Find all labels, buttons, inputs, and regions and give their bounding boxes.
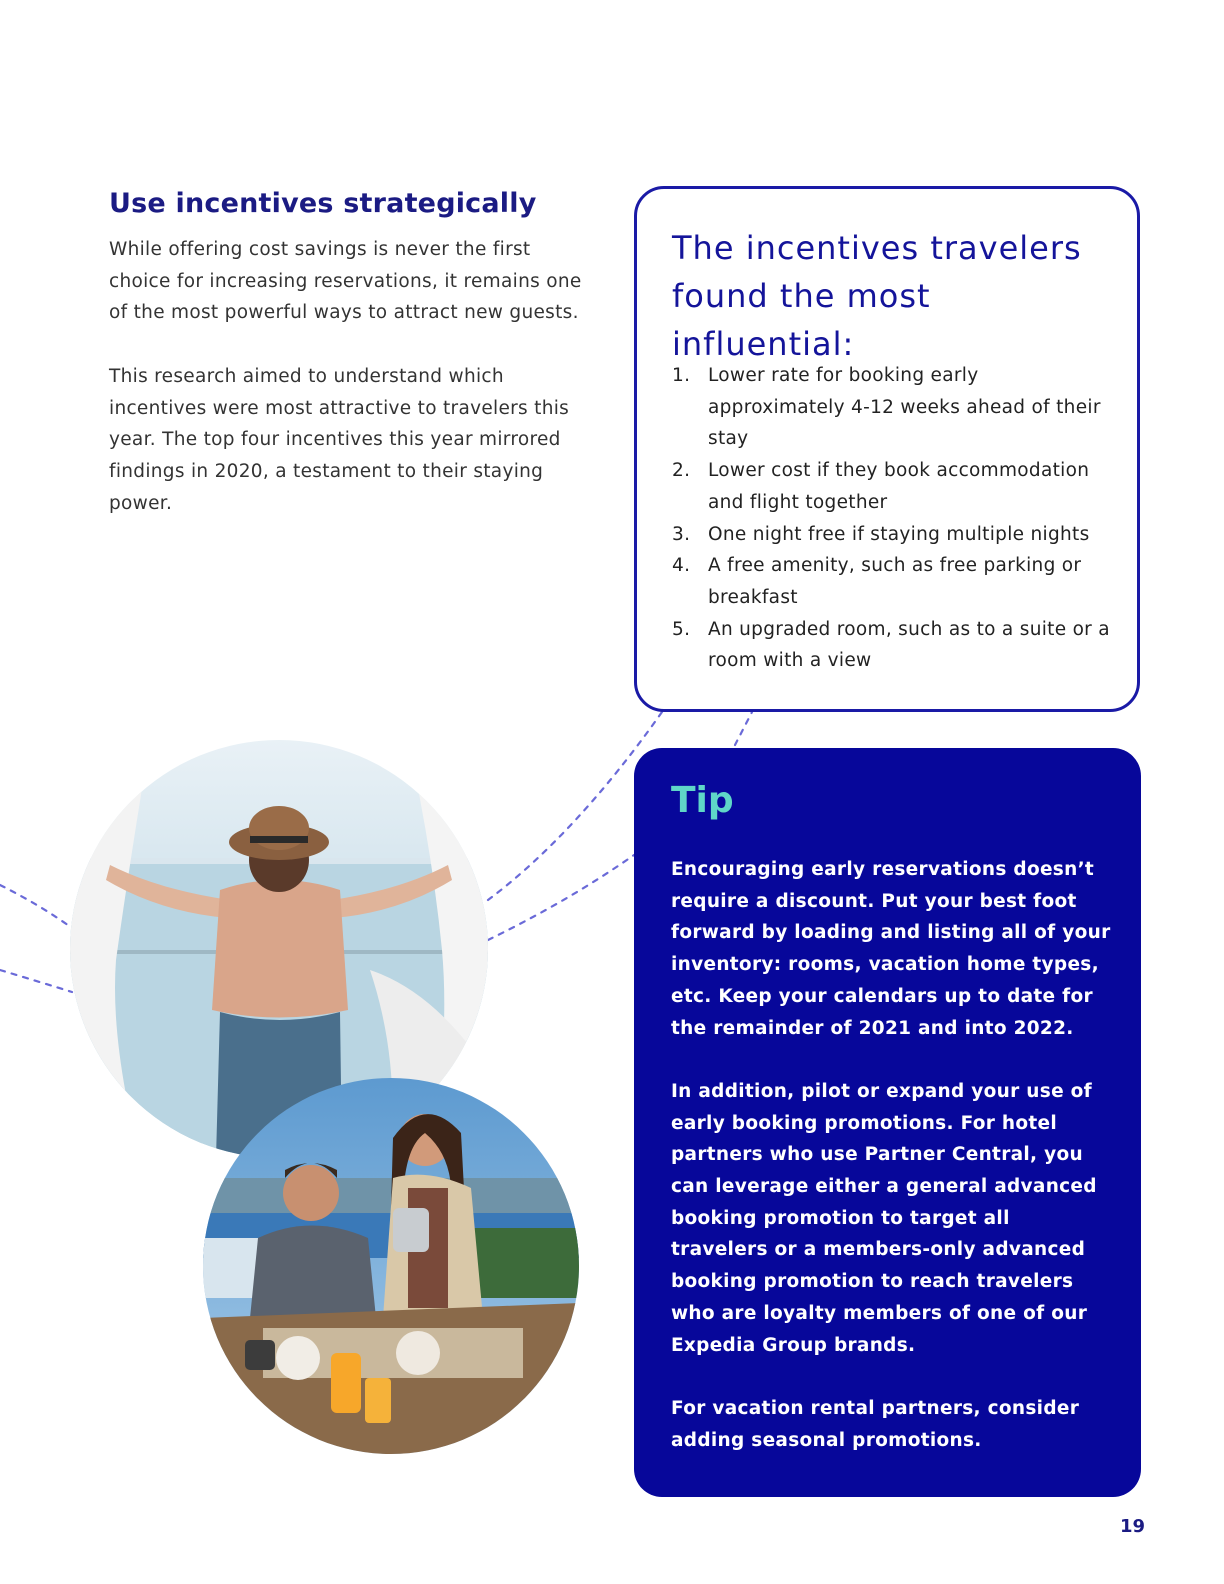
research-paragraph: This research aimed to understand which incentives were most attractive to travelers this year. The top four incentives this year mirrored findings in 2020, a testament to their staying power. [109,365,570,514]
section-heading: Use incentives strategically [109,188,537,219]
page-number: 19 [1120,1516,1146,1537]
tip-paragraph: In addition, pilot or expand your use of early booking promotions. For hotel partners who use Partner Central, you can leverage either a general advanced booking promotion to target all travelers or a members-only advanced booking promotion to reach travelers who are loyalty members of one of our Expedia Group brands. [671,1080,1097,1356]
list-item-text: An upgraded room, such as to a suite or a room with a view [708,618,1110,672]
couple-breakfast-photo [203,1078,579,1454]
tip-body [671,854,1111,1456]
list-item-text: Lower rate for booking early approximately 4-12 weeks ahead of their stay [708,365,1101,450]
tip-paragraph: Encouraging early reservations doesn’t require a discount. Put your best foot forward by loading and listing all of your inventory: rooms, vacation home types, etc. Keep your calendars up to date for the remainder of 2021 and into 2022. [671,859,1111,1039]
intro-paragraph: While offering cost savings is never the first choice for increasing reservations, it remains one of the most powerful ways to attract new guests. [109,239,582,324]
list-item [672,519,1112,551]
list-item-text: One night free if staying multiple nights [708,523,1090,545]
list-item [672,455,1112,518]
incentives-list [672,360,1112,677]
list-item-text: A free amenity, such as free parking or breakfast [708,555,1082,608]
incentives-title: The incentives travelers found the most influential: [672,229,1082,363]
tip-title: Tip [671,780,734,821]
list-item [672,614,1112,677]
list-item [672,360,1112,455]
intro-section [109,186,589,519]
list-item-number: 1. [672,365,691,386]
list-item-text: Lower cost if they book accommodation and flight together [708,460,1090,513]
tip-paragraph: For vacation rental partners, consider adding seasonal promotions. [671,1397,1080,1451]
list-item-number: 2. [672,460,691,482]
list-item-number: 4. [672,555,691,577]
incentives-callout-box [634,186,1140,712]
list-item-number: 3. [672,523,691,545]
tip-callout-box [634,748,1141,1497]
list-item [672,550,1112,613]
list-item-number: 5. [672,618,691,640]
